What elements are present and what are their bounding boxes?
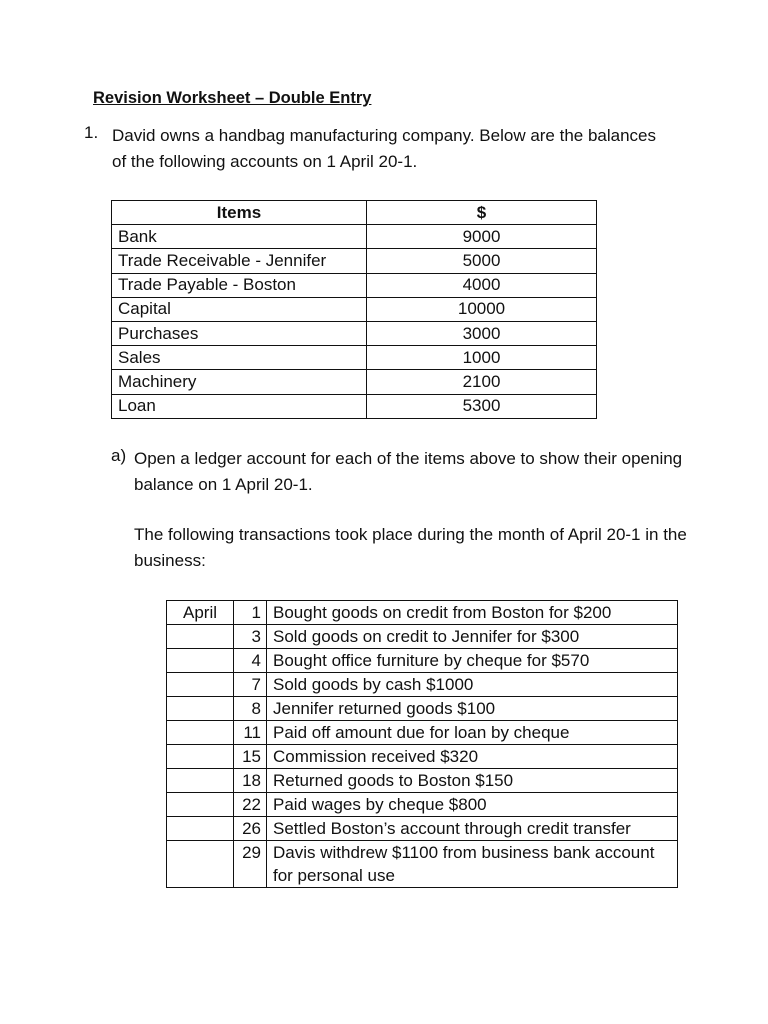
transaction-day: 15 — [234, 745, 267, 769]
table-row — [167, 817, 678, 841]
item-name: Sales — [112, 346, 367, 370]
header-amount: $ — [367, 201, 597, 225]
item-amount: 9000 — [367, 225, 597, 249]
transaction-month — [167, 817, 234, 841]
item-amount: 2100 — [367, 370, 597, 394]
item-amount: 5000 — [367, 249, 597, 273]
item-name: Trade Payable - Boston — [112, 273, 367, 297]
item-name: Bank — [112, 225, 367, 249]
transaction-description: Davis withdrew $1100 from business bank account for personal use — [267, 841, 678, 888]
table-row — [112, 370, 597, 394]
transaction-month: April — [167, 601, 234, 625]
transaction-month — [167, 697, 234, 721]
item-amount: 10000 — [367, 297, 597, 321]
table-row — [167, 721, 678, 745]
transaction-description: Returned goods to Boston $150 — [267, 769, 678, 793]
transaction-description: Sold goods on credit to Jennifer for $300 — [267, 625, 678, 649]
transaction-month — [167, 793, 234, 817]
table-row — [167, 793, 678, 817]
table-row — [112, 346, 597, 370]
table-row — [167, 649, 678, 673]
transaction-month — [167, 673, 234, 697]
item-name: Loan — [112, 394, 367, 418]
table-row — [167, 601, 678, 625]
transaction-month — [167, 625, 234, 649]
table-row — [167, 697, 678, 721]
part-a-text: Open a ledger account for each of the items above to show their opening balance on 1 April 20-1. — [134, 449, 683, 494]
table-row — [112, 394, 597, 418]
transaction-month — [167, 841, 234, 888]
transaction-month — [167, 649, 234, 673]
question-text: David owns a handbag manufacturing company. Below are the balances of the following accounts on 1 April 20-1. — [112, 126, 657, 171]
table-row — [112, 297, 597, 321]
transaction-day: 3 — [234, 625, 267, 649]
transaction-day: 7 — [234, 673, 267, 697]
item-name: Capital — [112, 297, 367, 321]
transaction-description: Commission received $320 — [267, 745, 678, 769]
transaction-month — [167, 721, 234, 745]
table-row — [167, 769, 678, 793]
transaction-month — [167, 769, 234, 793]
part-a-label: a) — [111, 446, 127, 465]
transaction-description: Settled Boston’s account through credit transfer — [267, 817, 678, 841]
transaction-day: 29 — [234, 841, 267, 888]
transaction-day: 26 — [234, 817, 267, 841]
header-items: Items — [112, 201, 367, 225]
item-amount: 3000 — [367, 321, 597, 345]
balances-table — [111, 200, 597, 419]
item-name: Trade Receivable - Jennifer — [112, 249, 367, 273]
transaction-day: 18 — [234, 769, 267, 793]
table-row — [167, 745, 678, 769]
table-row — [167, 625, 678, 649]
transaction-month — [167, 745, 234, 769]
transaction-day: 4 — [234, 649, 267, 673]
transaction-day: 22 — [234, 793, 267, 817]
transaction-description: Sold goods by cash $1000 — [267, 673, 678, 697]
table-row — [112, 249, 597, 273]
question-number: 1. — [84, 123, 99, 142]
table-row — [112, 321, 597, 345]
table-row — [167, 673, 678, 697]
item-amount: 5300 — [367, 394, 597, 418]
table-row — [167, 841, 678, 888]
transaction-description: Bought office furniture by cheque for $570 — [267, 649, 678, 673]
table-row — [112, 273, 597, 297]
transaction-day: 11 — [234, 721, 267, 745]
transaction-description: Bought goods on credit from Boston for $200 — [267, 601, 678, 625]
transaction-day: 8 — [234, 697, 267, 721]
balances-header-row — [112, 201, 597, 225]
transaction-description: Jennifer returned goods $100 — [267, 697, 678, 721]
transaction-description: Paid wages by cheque $800 — [267, 793, 678, 817]
transactions-intro: The following transactions took place during the month of April 20-1 in the business: — [134, 525, 687, 570]
transactions-table — [166, 600, 678, 888]
worksheet-title: Revision Worksheet – Double Entry — [93, 89, 372, 107]
item-amount: 1000 — [367, 346, 597, 370]
item-amount: 4000 — [367, 273, 597, 297]
item-name: Purchases — [112, 321, 367, 345]
transaction-description: Paid off amount due for loan by cheque — [267, 721, 678, 745]
transaction-day: 1 — [234, 601, 267, 625]
item-name: Machinery — [112, 370, 367, 394]
table-row — [112, 225, 597, 249]
